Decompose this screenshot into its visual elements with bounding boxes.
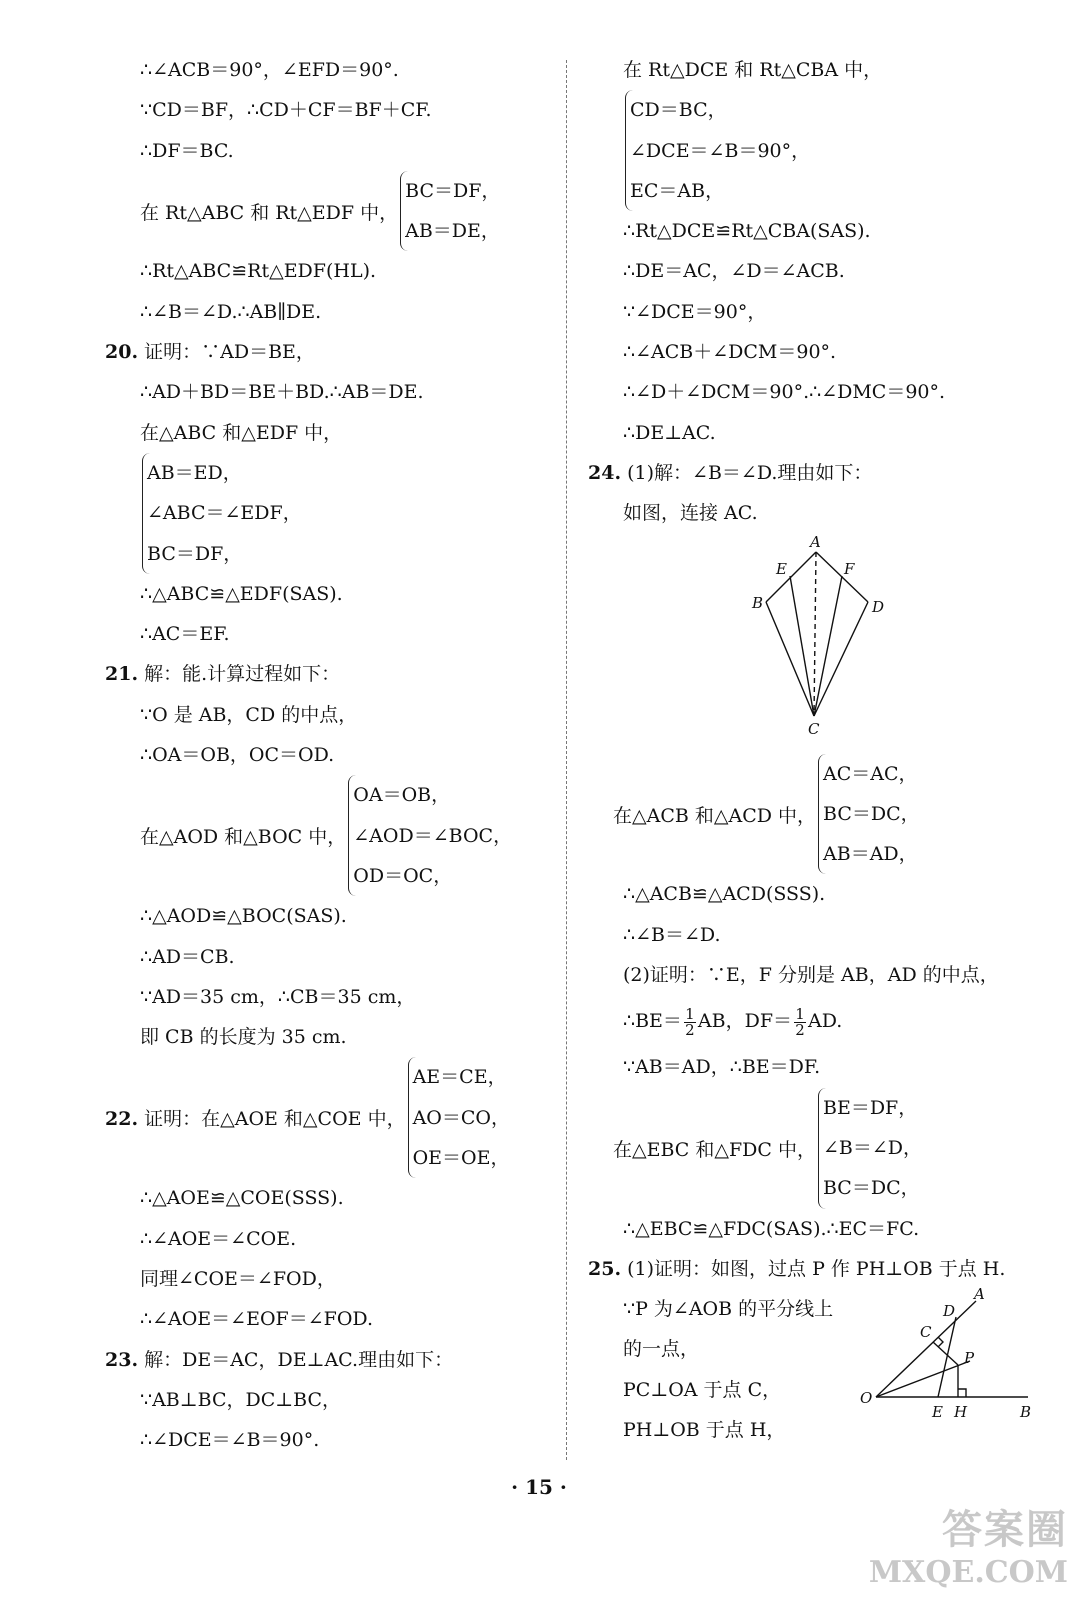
- system-item: AB＝DE，: [405, 220, 500, 243]
- right-angle-mark-H: [958, 1389, 966, 1397]
- label-E: E: [932, 1403, 943, 1422]
- text-line: ∴AD＝CB.: [140, 945, 235, 968]
- text-line: ∴∠AOE＝∠EOF＝∠FOD.: [140, 1308, 374, 1331]
- text-line: ∴△AOD≌△BOC(SAS).: [140, 905, 347, 928]
- system-item: EC＝AB，: [630, 179, 725, 202]
- text: AB，DF＝: [697, 1010, 793, 1033]
- system-item: BC＝DF，: [405, 179, 501, 202]
- text-line: ∴∠ACB＋∠DCM＝90°.: [623, 341, 837, 364]
- system-lead: [105, 1104, 406, 1131]
- equation-system: [588, 90, 1028, 211]
- text-line: ∴∠DCE＝∠B＝90°.: [140, 1429, 320, 1452]
- text-line: ∵AB⊥BC，DC⊥BC，: [140, 1388, 341, 1411]
- label-A: A: [810, 533, 821, 551]
- system-item: OA＝OB，: [353, 784, 451, 807]
- text-line: 同理∠COE＝∠FOD，: [140, 1267, 336, 1290]
- system-item: OE＝OE，: [412, 1147, 510, 1170]
- text-line: ∴AC＝EF.: [140, 623, 230, 646]
- text: (1)证明：如图，过点 P 作 PH⊥OB 于点 H.: [627, 1257, 1006, 1280]
- label-E: E: [776, 559, 787, 578]
- problem-22-system: [105, 1057, 545, 1178]
- system-lead: 在△ACB 和△ACD 中，: [613, 804, 817, 827]
- system-item: AB＝AD，: [823, 843, 918, 866]
- text: 解：能.计算过程如下：: [144, 663, 341, 686]
- label-D: D: [872, 597, 885, 616]
- segment-EC: [790, 576, 814, 716]
- watermark-logo: [869, 1498, 1068, 1590]
- system-item: ∠AOD＝∠BOC，: [353, 824, 513, 847]
- system-item: BC＝DF，: [147, 542, 243, 565]
- brace: [818, 754, 920, 875]
- system-item: ∠DCE＝∠B＝90°，: [630, 139, 811, 162]
- text-line: 在 Rt△DCE 和 Rt△CBA 中，: [623, 59, 883, 81]
- problem-number: 24.: [588, 461, 622, 484]
- text-line: ∴DE⊥AC.: [623, 421, 716, 444]
- text-line: ∴OA＝OB，OC＝OD.: [140, 744, 335, 767]
- problem-number: 20.: [105, 341, 139, 364]
- system-item: ∠B＝∠D，: [822, 1136, 923, 1159]
- fraction-one-half: [794, 1004, 806, 1039]
- label-C: C: [808, 719, 820, 738]
- text-line: ∴∠ACB＝90°，∠EFD＝90°.: [140, 59, 399, 81]
- text-line: 的一点，: [623, 1338, 700, 1361]
- system-item: AB＝ED，: [147, 461, 242, 484]
- system-item: CD＝BC，: [630, 99, 727, 122]
- problem-20-line: [105, 332, 545, 372]
- equation-system: [105, 453, 545, 574]
- equation-system: [588, 1088, 1028, 1209]
- text: 解：DE＝AC，DE⊥AC.理由如下：: [144, 1348, 454, 1371]
- left-column: [105, 50, 545, 1460]
- problem-number: 23.: [105, 1348, 139, 1371]
- system-lead: 在 Rt△ABC 和 Rt△EDF 中，: [140, 201, 399, 224]
- problem-21-line: [105, 654, 545, 694]
- text-line: 在△ABC 和△EDF 中，: [140, 421, 343, 444]
- text-line: ∴∠AOE＝∠COE.: [140, 1227, 297, 1250]
- label-O: O: [860, 1389, 873, 1408]
- brace: [625, 90, 810, 211]
- text-line: ∴△ACB≌△ACD(SSS).: [623, 883, 826, 906]
- text-line: (2)证明：∵E，F 分别是 AB，AD 的中点，: [623, 964, 999, 987]
- text-line: 如图，连接 AC.: [623, 502, 758, 525]
- text: ∴BE＝: [623, 1010, 682, 1033]
- system-item: BC＝DC，: [822, 1177, 920, 1200]
- numerator: 1: [685, 1004, 695, 1023]
- text-line: ∴Rt△ABC≌Rt△EDF(HL).: [140, 260, 377, 283]
- label-H: H: [954, 1403, 968, 1422]
- label-B: B: [1020, 1403, 1032, 1422]
- column-divider: [566, 60, 567, 1460]
- text-line: ∴AD＋BD＝BE＋BD.∴AB＝DE.: [140, 381, 424, 404]
- watermark-text: 答案圈: [942, 1506, 1068, 1553]
- text-line: ∴∠D＋∠DCM＝90°.∴∠DMC＝90°.: [623, 381, 946, 404]
- problem-23-line: [105, 1340, 545, 1380]
- text-line: ∵P 为∠AOB 的平分线上: [623, 1298, 834, 1321]
- text-line: ∴∠B＝∠D.: [623, 923, 721, 946]
- segment-FC: [814, 576, 842, 716]
- figure-24-container: [588, 534, 1028, 754]
- text-line: PH⊥OB 于点 H，: [623, 1419, 786, 1442]
- text-line: ∵AD＝35 cm，∴CB＝35 cm，: [140, 985, 416, 1008]
- text-line: ∵CD＝BF，∴CD＋CF＝BF＋CF.: [140, 99, 432, 122]
- segment-AB: [766, 552, 816, 602]
- watermark-url: MXQE.COM: [868, 1555, 1068, 1590]
- text: (1)解：∠B＝∠D.理由如下：: [627, 461, 873, 484]
- label-P: P: [964, 1349, 975, 1368]
- text-line: ∴△EBC≌△FDC(SAS).∴EC＝FC.: [623, 1217, 920, 1240]
- text-line: ∴DE＝AC，∠D＝∠ACB.: [623, 260, 845, 283]
- right-angle-mark-C: [938, 1337, 943, 1347]
- problem-number: 21.: [105, 663, 139, 686]
- brace: [348, 775, 512, 896]
- brace: [400, 171, 500, 252]
- text-line: ∴△AOE≌△COE(SSS).: [140, 1187, 344, 1210]
- text-line: ∴DF＝BC.: [140, 139, 234, 162]
- fraction-line: [588, 995, 1028, 1047]
- text-line: PC⊥OA 于点 C，: [623, 1378, 782, 1401]
- brace: [142, 453, 302, 574]
- text-line: ∴△ABC≌△EDF(SAS).: [140, 582, 343, 605]
- text-line: ∵O 是 AB，CD 的中点，: [140, 703, 358, 726]
- label-B: B: [752, 593, 764, 612]
- system-item: OD＝OC，: [353, 864, 453, 887]
- brace: [408, 1057, 510, 1178]
- label-F: F: [844, 559, 855, 578]
- problem-24-line: [588, 453, 1028, 493]
- text-line: ∵∠DCE＝90°，: [623, 300, 767, 323]
- equation-system: [588, 754, 1028, 875]
- text: AD.: [808, 1010, 843, 1033]
- brace: [818, 1088, 922, 1209]
- segment-DC: [814, 602, 868, 716]
- system-item: BE＝DF，: [822, 1096, 918, 1119]
- page-number: · 15 ·: [511, 1475, 567, 1499]
- text-line: ∵AB＝AD，∴BE＝DF.: [623, 1056, 821, 1079]
- right-column: [588, 50, 1032, 1450]
- fraction-one-half: [684, 1004, 696, 1039]
- label-A: A: [974, 1285, 985, 1304]
- segment-BC: [766, 602, 814, 716]
- numerator: 1: [795, 1004, 805, 1023]
- text: 证明：∵AD＝BE，: [144, 341, 315, 364]
- bisector-OP: [876, 1361, 970, 1397]
- denominator: 2: [685, 1020, 695, 1039]
- segment-AC-dashed: [814, 552, 816, 716]
- system-item: AO＝CO，: [412, 1106, 510, 1129]
- denominator: 2: [795, 1020, 805, 1039]
- figure-25-angle-bisector-diagram: [858, 1279, 1038, 1429]
- problem-25-body: [588, 1285, 1032, 1450]
- text-line: ∴Rt△DCE≌Rt△CBA(SAS).: [623, 220, 871, 243]
- system-lead: 在△AOD 和△BOC 中，: [140, 826, 347, 849]
- system-item: ∠ABC＝∠EDF，: [147, 502, 302, 525]
- label-C: C: [920, 1323, 932, 1342]
- text: 证明：在△AOE 和△COE 中，: [144, 1108, 406, 1131]
- label-D: D: [943, 1302, 956, 1321]
- ray-OA: [876, 1301, 976, 1397]
- problem-number: 22.: [105, 1108, 139, 1131]
- problem-number: 25.: [588, 1257, 622, 1280]
- system-item: BC＝DC，: [823, 802, 920, 825]
- system-item: AE＝CE，: [412, 1066, 507, 1089]
- equation-system: [105, 775, 545, 896]
- equation-system: [105, 171, 545, 252]
- text-line: ∴∠B＝∠D.∴AB∥DE.: [140, 300, 322, 323]
- system-lead: 在△EBC 和△FDC 中，: [613, 1138, 816, 1161]
- text-line: 即 CB 的长度为 35 cm.: [140, 1026, 347, 1049]
- figure-24-kite-diagram: [738, 534, 888, 744]
- system-item: AC＝AC，: [823, 762, 918, 785]
